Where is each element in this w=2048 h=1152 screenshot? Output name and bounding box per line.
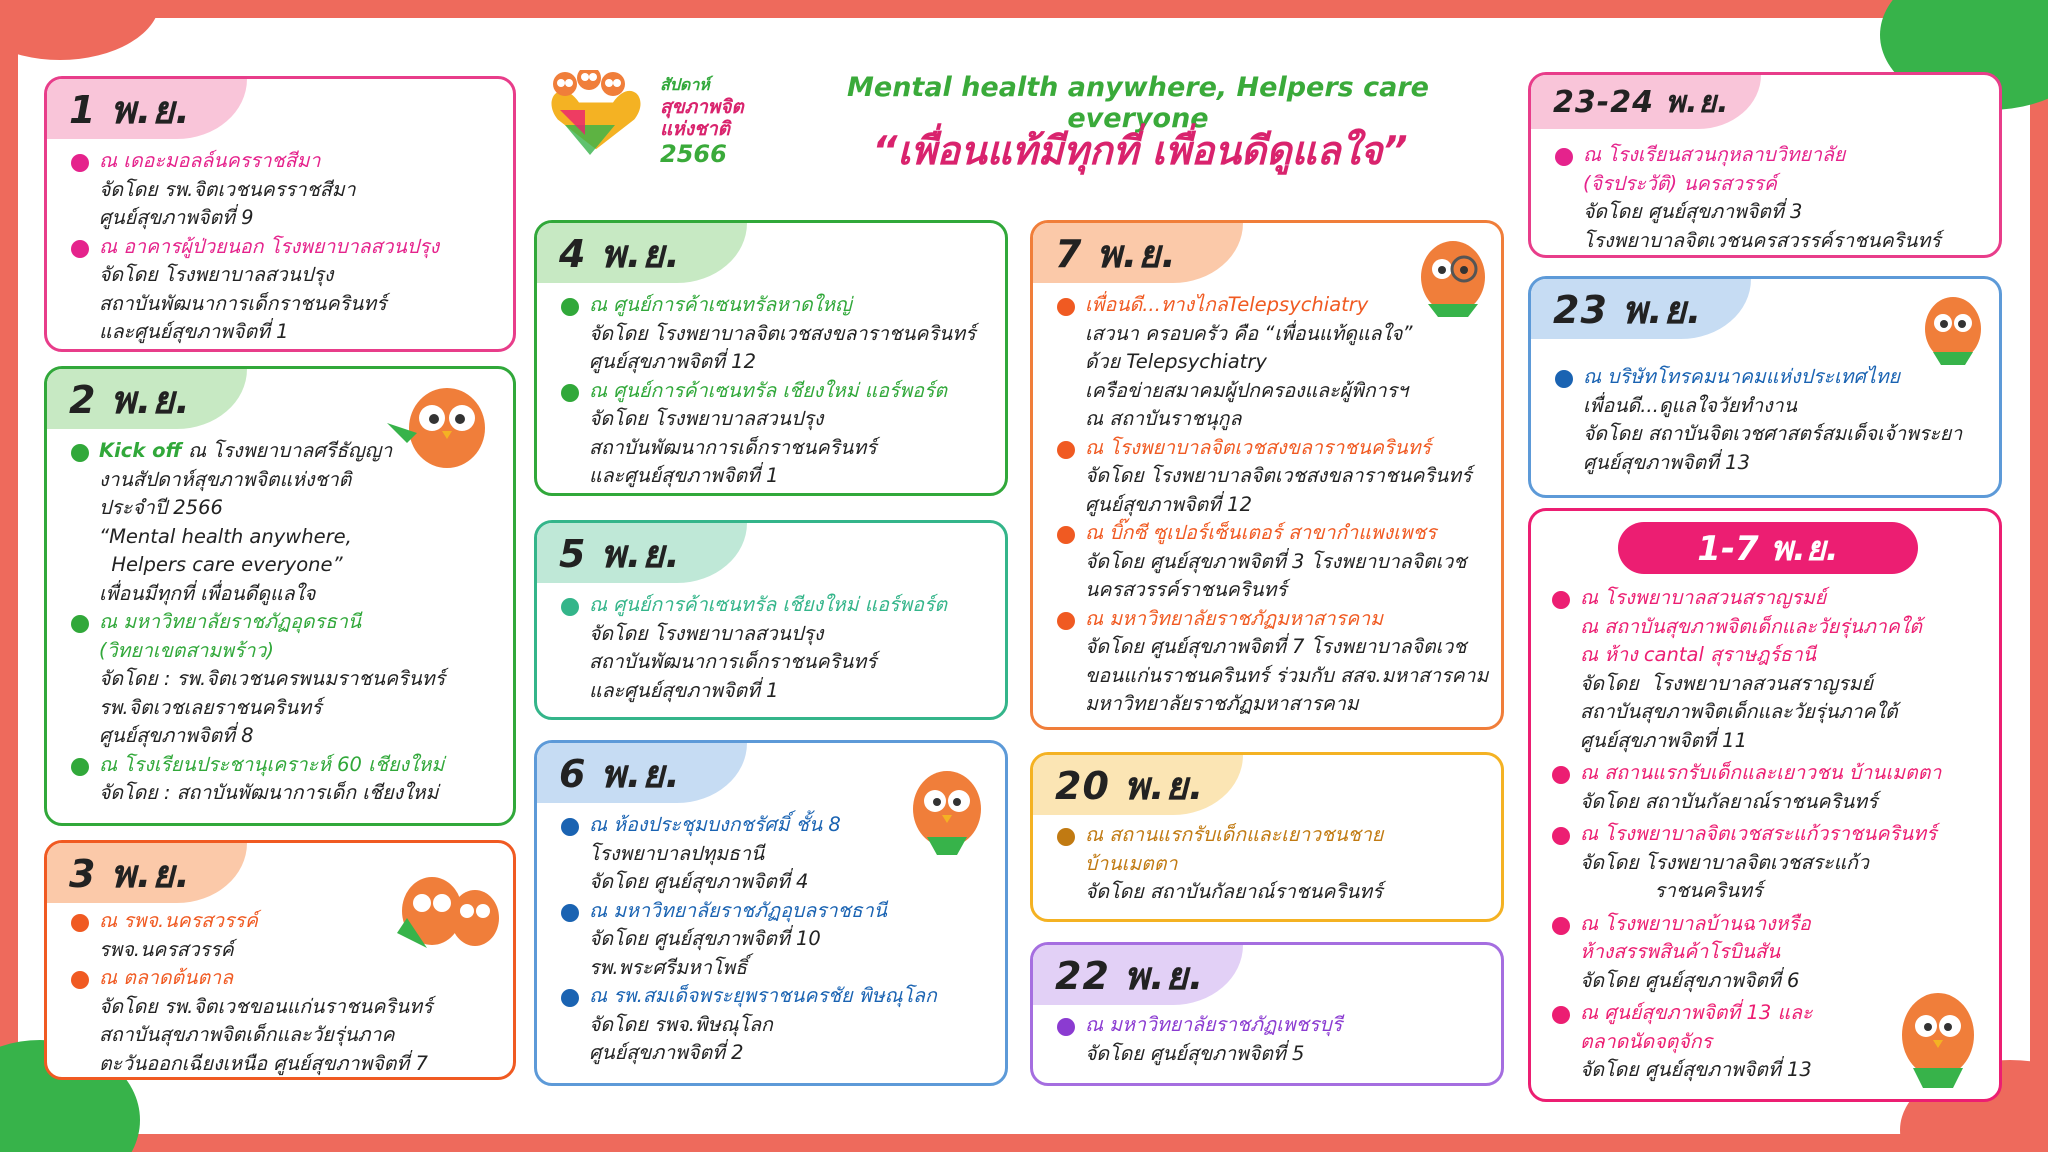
bullet-dot [1552, 1006, 1570, 1024]
bullet-dot [1555, 148, 1573, 166]
venue-label: ณ โรงพยาบาลจิตเวชสระแก้วราชนครินทร์ [1580, 822, 1937, 845]
organizer-label: ราชนครินทร์ [1580, 879, 1763, 902]
venue-label: ณ โรงพยาบาลจิตเวชสงขลาราชนครินทร์ [1085, 435, 1432, 459]
date-label: 7 พ.ย. [1055, 231, 1177, 276]
date-tab [47, 843, 247, 903]
venue-label: ณ ตลาดต้นตาล [99, 966, 234, 989]
organizer-label: ศูนย์สุขภาพจิตที่ 13 [1583, 450, 1750, 474]
list-item [1055, 605, 1487, 719]
date-label: 20 พ.ย. [1055, 763, 1205, 808]
date-tab [47, 79, 247, 139]
venue-label: ณ มหาวิทยาลัยราชภัฏมหาสารคาม [1085, 606, 1383, 630]
owl-mascot-icon [1888, 980, 1988, 1090]
bullet-dot [1552, 591, 1570, 609]
organizer-label: โรงพยาบาลจิตเวชนครสวรรค์ราชนครินทร์ [1583, 228, 1941, 252]
organizer-label: จัดโดย โรงพยาบาลจิตเวชสงขลาราชนครินทร์ [1085, 464, 1472, 487]
list-item [69, 907, 499, 964]
venue-label: ห้างสรรพสินค้าโรบินสัน [1580, 940, 1781, 963]
organizer-label: รพ.พระศรีมหาโพธิ์ [589, 955, 748, 979]
bullet-dot [561, 384, 579, 402]
organizer-label: ศูนย์สุขภาพจิตที่ 12 [1085, 492, 1252, 516]
organizer-label: ศูนย์สุขภาพจิตที่ 2 [589, 1041, 744, 1064]
organizer-label: ตะวันออกเฉียงเหนือ ศูนย์สุขภาพจิตที่ 7 [99, 1051, 428, 1075]
venue-label: ณ บริษัทโทรคมนาคมแห่งประเทศไทย [1583, 365, 1900, 388]
venue-label: ณ มหาวิทยาลัยราชภัฏเพชรบุรี [1085, 1013, 1343, 1036]
card-23-nov [1528, 276, 2002, 498]
logo-title-line: สุขภาพจิต [660, 96, 744, 118]
bullet-dot [561, 989, 579, 1007]
date-label: 5 พ.ย. [559, 531, 681, 576]
list-item [1055, 291, 1487, 434]
organizer-label: จัดโดย โรงพยาบาลสวนปรุง [99, 263, 334, 286]
detail-label: งานสัปดาห์สุขภาพจิตแห่งชาติ [99, 467, 352, 491]
bullet-dot [71, 758, 89, 776]
detail-label: Helpers care everyone” [99, 553, 343, 576]
list-item [69, 437, 499, 608]
venue-label: ณ ศูนย์การค้าเซนทรัลหาดใหญ่ [589, 293, 852, 316]
bullet-dot [1057, 526, 1075, 544]
bullet-dot [1057, 828, 1075, 846]
list-item [1055, 1011, 1487, 1068]
card-body [69, 907, 499, 1078]
venue-label: ณ ศูนย์สุขภาพจิตที่ 13 และ [1580, 1001, 1813, 1024]
list-item [1550, 759, 1988, 816]
venue-label: (จิรประวัติ) นครสวรรค์ [1583, 171, 1777, 195]
organizer-label: จัดโดย โรงพยาบาลสวนสราญรมย์ [1580, 671, 1873, 695]
venue-label: ณ มหาวิทยาลัยราชภัฏอุบลราชธานี [589, 898, 887, 922]
venue-label: ณ มหาวิทยาลัยราชภัฏอุดรธานี [99, 610, 362, 633]
bullet-dot [1552, 917, 1570, 935]
venue-label: (วิทยาเขตสามพร้าว) [99, 638, 274, 662]
card-2-nov [44, 366, 516, 826]
date-label: 23-24 พ.ย. [1553, 84, 1730, 120]
organizer-label: จัดโดย สถาบันกัลยาณ์ราชนครินทร์ [1085, 880, 1383, 903]
list-item [1553, 363, 1985, 477]
date-label: 6 พ.ย. [559, 751, 681, 796]
venue-label: ณ โรงพยาบาลบ้านฉางหรือ [1580, 911, 1811, 935]
venue-label: ณ สถาบันสุขภาพจิตเด็กและวัยรุ่นภาคใต้ [1580, 614, 1922, 638]
detail-label: เครือข่ายสมาคมผู้ปกครองและผู้พิการฯ [1085, 378, 1409, 402]
date-tab [1033, 223, 1243, 283]
card-22-nov [1030, 942, 1504, 1086]
list-item [1550, 820, 1988, 906]
date-tab [537, 523, 747, 583]
organizer-label: จัดโดย โรงพยาบาลสวนปรุง [589, 621, 824, 645]
bullet-dot [1057, 441, 1075, 459]
bullet-dot [1057, 1018, 1075, 1036]
detail-label: เพื่อนมีทุกที่ เพื่อนดีดูแลใจ [99, 581, 316, 605]
venue-label: เพื่อนดี...ทางไกลTelepsychiatry [1085, 293, 1369, 316]
date-tab [1033, 945, 1243, 1005]
organizer-label: สถาบันพัฒนาการเด็กราชนครินทร์ [589, 650, 877, 673]
logo-title-line: สัปดาห์ [660, 75, 710, 94]
organizer-label: สถาบันพัฒนาการเด็กราชนครินทร์ [589, 435, 877, 459]
organizer-label: จัดโดย สถาบันกัลยาณ์ราชนครินทร์ [1580, 789, 1878, 813]
organizer-label: จัดโดย สถาบันจิตเวชศาสตร์สมเด็จเจ้าพระยา [1583, 422, 1963, 445]
organizer-label: จัดโดย รพ.จิตเวชขอนแก่นราชนครินทร์ [99, 994, 433, 1018]
card-body [559, 591, 991, 705]
list-item [1550, 584, 1988, 755]
organizer-label: จัดโดย รพ.จิตเวชนครราชสีมา [99, 177, 356, 201]
venue-label: ณ ห้าง cantal สุราษฎร์ธานี [1580, 643, 1816, 666]
list-item [559, 377, 991, 491]
venue-label: บ้านเมตตา [1085, 851, 1178, 875]
venue-label: ณ โรงพยาบาลศรีธัญญา [181, 439, 393, 462]
organizer-label: จัดโดย ศูนย์สุขภาพจิตที่ 4 [589, 870, 809, 893]
bullet-dot [1057, 298, 1075, 316]
organizer-label: สถาบันสุขภาพจิตเด็กและวัยรุ่นภาค [99, 1023, 395, 1046]
organizer-label: จัดโดย : สถาบันพัฒนาการเด็ก เชียงใหม่ [99, 781, 439, 804]
organizer-label: มหาวิทยาลัยราชภัฏมหาสารคาม [1085, 692, 1359, 715]
date-label: 23 พ.ย. [1553, 287, 1703, 332]
card-body [1055, 291, 1487, 719]
card-body [1055, 821, 1487, 907]
list-item [1055, 519, 1487, 605]
date-label: 22 พ.ย. [1055, 953, 1205, 998]
organizer-label: โรงพยาบาลปทุมธานี [589, 841, 765, 865]
bullet-dot [71, 971, 89, 989]
card-5-nov [534, 520, 1008, 720]
venue-label: ณ โรงเรียนประชานุเคราะห์ 60 เชียงใหม่ [99, 752, 445, 776]
list-item [559, 591, 991, 705]
organizer-label: และศูนย์สุขภาพจิตที่ 1 [589, 678, 779, 702]
date-label: 2 พ.ย. [69, 377, 191, 422]
date-label: 1-7 พ.ย. [1697, 529, 1839, 569]
owl-mascot-icon [1913, 287, 1993, 367]
bullet-dot [71, 615, 89, 633]
list-item [69, 147, 499, 233]
title-thai: “เพื่อนแท้มีทุกที่ เพื่อนดีดูแลใจ” [872, 129, 1408, 174]
list-item [69, 608, 499, 751]
venue-label: ณ ห้องประชุมบงกชรัศมิ์ ชั้น 8 [589, 813, 841, 836]
list-item [69, 751, 499, 808]
organizer-label: ศูนย์สุขภาพจิตที่ 9 [99, 206, 254, 229]
venue-label: ตลาดนัดจตุจักร [1580, 1029, 1713, 1053]
card-20-nov [1030, 752, 1504, 922]
list-item [69, 233, 499, 347]
bullet-dot [1555, 370, 1573, 388]
venue-label: ณ รพจ.นครสวรรค์ [99, 909, 258, 932]
date-tab [537, 743, 747, 803]
venue-label: ณ ศูนย์การค้าเซนทรัล เชียงใหม่ แอร์พอร์ต [589, 378, 948, 402]
detail-label: ประจำปี 2566 [99, 496, 223, 519]
card-body [1553, 141, 1985, 255]
organizer-label: ขอนแก่นราชนครินทร์ ร่วมกับ สสจ.มหาสารคาม [1085, 663, 1489, 687]
organizer-label: ศูนย์สุขภาพจิตที่ 8 [99, 724, 254, 747]
organizer-label: สถาบันพัฒนาการเด็กราชนครินทร์ [99, 291, 387, 315]
date-tab [1033, 755, 1243, 815]
date-label: 4 พ.ย. [559, 231, 681, 276]
card-6-nov [534, 740, 1008, 1086]
date-tab [537, 223, 747, 283]
organizer-label: รพ.จิตเวชเลยราชนครินทร์ [99, 695, 322, 719]
bullet-dot [1552, 766, 1570, 784]
logo-title [660, 74, 744, 140]
organizer-label: จัดโดย ศูนย์สุขภาพจิตที่ 3 โรงพยาบาลจิตเวช [1085, 549, 1467, 573]
bullet-dot [71, 914, 89, 932]
list-item [1553, 141, 1985, 255]
logo-title-line: แห่งชาติ [660, 118, 730, 140]
bullet-dot [561, 298, 579, 316]
venue-label: ณ อาคารผู้ป่วยนอก โรงพยาบาลสวนปรุง [99, 234, 440, 258]
bullet-dot [561, 818, 579, 836]
card-body [559, 291, 991, 491]
venue-label: ณ สถานแรกรับเด็กและเยาวชน บ้านเมตตา [1580, 761, 1942, 784]
card-7-nov [1030, 220, 1504, 730]
card-body [69, 147, 499, 347]
bullet-dot [71, 240, 89, 258]
card-1-nov [44, 76, 516, 352]
organizer-label: จัดโดย ศูนย์สุขภาพจิตที่ 13 [1580, 1058, 1812, 1081]
organizer-label: และศูนย์สุขภาพจิตที่ 1 [589, 464, 779, 487]
organizer-label: ศูนย์สุขภาพจิตที่ 12 [589, 350, 756, 373]
detail-label: เพื่อนดี...ดูแลใจวัยทำงาน [1583, 393, 1797, 417]
organizer-label: จัดโดย รพจ.พิษณุโลก [589, 1012, 773, 1036]
organizer-label: จัดโดย ศูนย์สุขภาพจิตที่ 6 [1580, 968, 1800, 992]
card-body [69, 437, 499, 808]
organizer-label: รพจ.นครสวรรค์ [99, 937, 234, 961]
venue-label: ณ รพ.สมเด็จพระยุพราชนครชัย พิษณุโลก [589, 984, 937, 1007]
organizer-label: และศูนย์สุขภาพจิตที่ 1 [99, 320, 289, 343]
bullet-dot [1552, 827, 1570, 845]
card-body [559, 811, 991, 1068]
title-english: Mental health anywhere, Helpers care everyone [847, 72, 1429, 134]
list-item [559, 291, 991, 377]
organizer-label: จัดโดย ศูนย์สุขภาพจิตที่ 3 [1583, 200, 1803, 223]
organizer-label: จัดโดย ศูนย์สุขภาพจิตที่ 7 โรงพยาบาลจิตเวช [1085, 635, 1467, 658]
organizer-label: ศูนย์สุขภาพจิตที่ 11 [1580, 728, 1747, 752]
bullet-dot [1057, 612, 1075, 630]
organizer-label: จัดโดย ศูนย์สุขภาพจิตที่ 5 [1085, 1041, 1305, 1065]
list-item [559, 811, 991, 897]
list-item [559, 897, 991, 983]
date-tab [1531, 75, 1761, 129]
organizer-label: จัดโดย : รพ.จิตเวชนครพนมราชนครินทร์ [99, 667, 446, 690]
card-body [1553, 363, 1985, 477]
logo-year: 2566 [660, 140, 727, 168]
detail-label: ด้วย Telepsychiatry [1085, 350, 1267, 373]
venue-label: ณ โรงพยาบาลสวนสราญรมย์ [1580, 586, 1827, 609]
card-23-24-nov [1528, 72, 2002, 258]
detail-label: “Mental health anywhere, [99, 524, 352, 548]
list-item [1055, 821, 1487, 907]
date-pill [1618, 522, 1918, 574]
list-item [69, 964, 499, 1078]
organizer-label: นครสวรรค์ราชนครินทร์ [1085, 578, 1287, 601]
detail-label: เสวนา ครอบครัว คือ “เพื่อนแท้ดูแลใจ” [1085, 321, 1413, 345]
venue-label: ณ บิ๊กซี ซูเปอร์เซ็นเตอร์ สาขากำแพงเพชร [1085, 521, 1437, 544]
bullet-dot [561, 598, 579, 616]
organizer-label: จัดโดย โรงพยาบาลสวนปรุง [589, 407, 824, 430]
organizer-label: สถาบันสุขภาพจิตเด็กและวัยรุ่นภาคใต้ [1580, 700, 1898, 723]
organizer-label: จัดโดย โรงพยาบาลจิตเวชสงขลาราชนครินทร์ [589, 321, 976, 345]
date-label: 1 พ.ย. [69, 87, 191, 132]
bullet-dot [71, 444, 89, 462]
card-body [1055, 1011, 1487, 1068]
kickoff-label: Kick off [99, 439, 182, 462]
list-item [1055, 434, 1487, 520]
date-tab [1531, 279, 1751, 339]
card-3-nov [44, 840, 516, 1080]
bullet-dot [71, 154, 89, 172]
list-item [559, 982, 991, 1068]
date-tab [47, 369, 247, 429]
venue-label: ณ สถานแรกรับเด็กและเยาวชนชาย [1085, 823, 1384, 846]
detail-label: ณ สถาบันราชนุกูล [1085, 407, 1242, 430]
venue-label: ณ เดอะมอลล์นครราชสีมา [99, 149, 321, 172]
organizer-label: จัดโดย ศูนย์สุขภาพจิตที่ 10 [589, 927, 821, 950]
card-4-nov [534, 220, 1008, 496]
bullet-dot [561, 904, 579, 922]
venue-label: ณ โรงเรียนสวนกุหลาบวิทยาลัย [1583, 143, 1846, 166]
date-label: 3 พ.ย. [69, 851, 191, 896]
organizer-label: จัดโดย โรงพยาบาลจิตเวชสระแก้ว [1580, 850, 1869, 874]
venue-label: ณ ศูนย์การค้าเซนทรัล เชียงใหม่ แอร์พอร์ต [589, 593, 948, 616]
